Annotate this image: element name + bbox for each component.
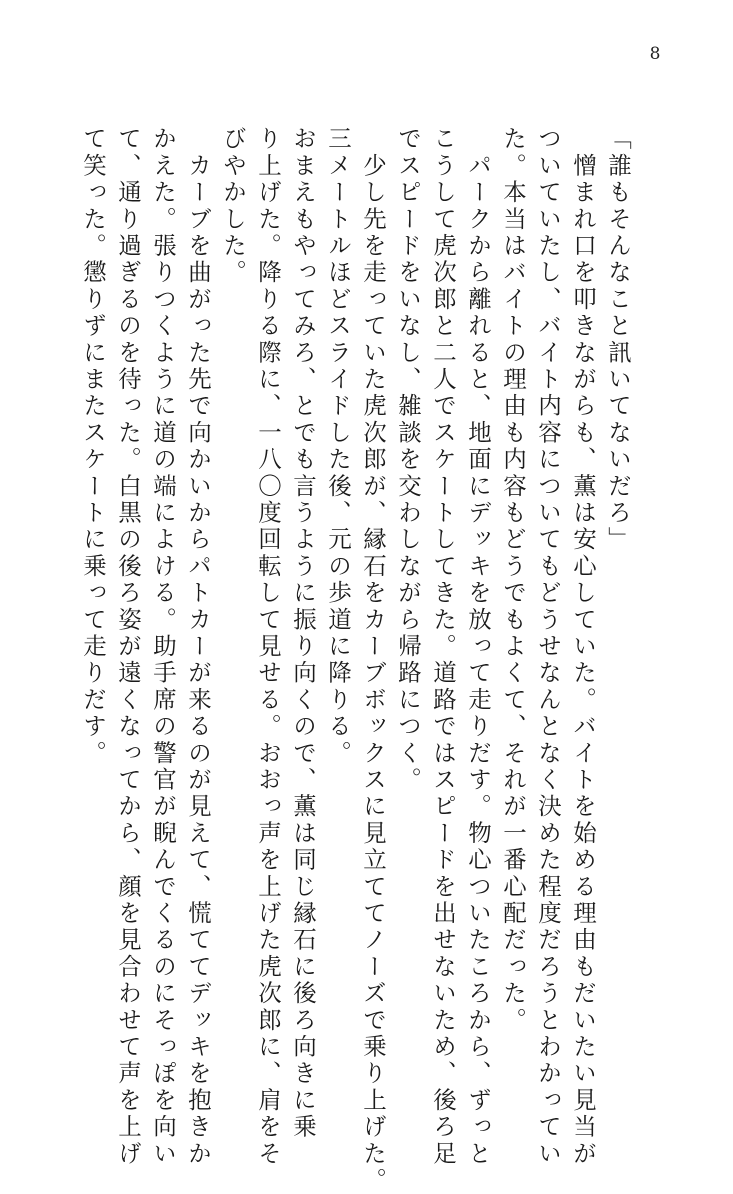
text-line: 少し先を走っていた虎次郎が、縁石をカーブボックスに見立ててノーズで乗り上げた。 bbox=[359, 126, 387, 1194]
text-line: おまえもやってみろ、とでも言うように振り向くので、薫は同じ縁石に後ろ向きに乗 bbox=[289, 126, 317, 1141]
text-line: びやかした。 bbox=[219, 126, 247, 287]
page-number: 8 bbox=[649, 44, 661, 64]
vertical-text-body bbox=[75, 126, 635, 1194]
text-line: た。本当はバイトの理由も内容もどうでもよくて、それが一番心配だった。 bbox=[499, 126, 527, 1034]
text-line: かえた。張りつくように道の端によける。助手席の警官が睨んでくるのにそっぽを向い bbox=[149, 126, 177, 1168]
text-line: り上げた。降りる際に、一八〇度回転して見せる。おおっ声を上げた虎次郎に、肩をそ bbox=[254, 126, 282, 1168]
text-line: 「誰もそんなこと訊いてないだろ」 bbox=[604, 126, 632, 554]
text-line: て笑った。懲りずにまたスケートに乗って走りだす。 bbox=[79, 126, 107, 767]
text-line: ついていたし、バイト内容についてもどうせなんとなく決めた程度だろうとわかってい bbox=[534, 126, 562, 1168]
text-line: 三メートルほどスライドした後、元の歩道に降りる。 bbox=[324, 126, 352, 767]
text-line: でスピードをいなし、雑談を交わしながら帰路につく。 bbox=[394, 126, 422, 794]
text-line: こうして虎次郎と二人でスケートしてきた。道路ではスピードを出せないため、後ろ足 bbox=[429, 126, 457, 1168]
text-line: 憎まれ口を叩きながらも、薫は安心していた。バイトを始める理由もだいたい見当が bbox=[569, 126, 597, 1168]
text-line: カーブを曲がった先で向かいからパトカーが来るのが見えて、慌ててデッキを抱きか bbox=[184, 126, 212, 1168]
text-line: て、通り過ぎるのを待った。白黒の後ろ姿が遠くなってから、顔を見合わせて声を上げ bbox=[114, 126, 142, 1168]
text-line: パークから離れると、地面にデッキを放って走りだす。物心ついたころから、ずっと bbox=[464, 126, 492, 1168]
